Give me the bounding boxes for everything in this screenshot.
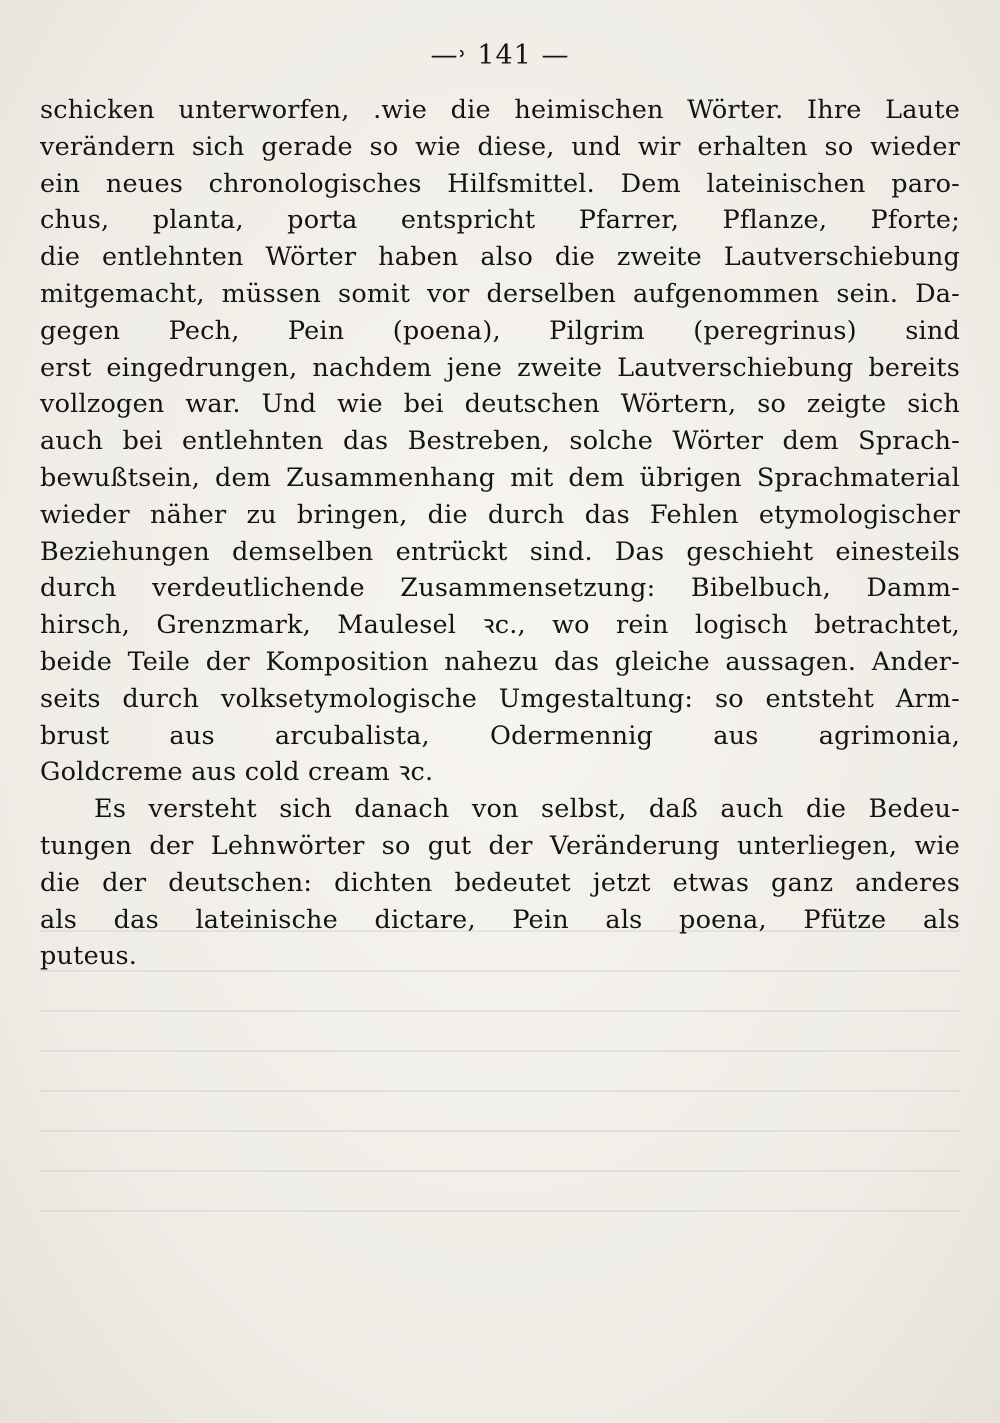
text-line: Es versteht sich danach von selbst, daß auch die Bedeu-	[94, 794, 960, 825]
text-line: durch verdeutlichende Zusammensetzung: Bibelbuch, Damm-	[40, 573, 960, 604]
text-line: tungen der Lehnwörter so gut der Veränderung unterliegen, wie	[40, 830, 960, 861]
text-line: erst eingedrungen, nachdem jene zweite Lautverschiebung bereits	[40, 352, 960, 383]
text-line: schicken unterworfen, .wie die heimischen Wörter. Ihre Laute	[40, 95, 960, 125]
paragraph-1	[40, 92, 960, 791]
text-line: brust aus arcubalista, Odermennig aus agrimonia,	[40, 720, 960, 751]
text-line: die entlehnten Wörter haben also die zweite Lautverschiebung	[40, 242, 960, 273]
text-line: mitgemacht, müssen somit vor derselben aufgenommen sein. Da-	[40, 278, 960, 309]
text-line: die der deutschen: dichten bedeutet jetzt etwas ganz anderes	[40, 867, 960, 898]
text-line: hirsch, Grenzmark, Maulesel ꝛc., wo rein logisch betrachtet,	[40, 610, 960, 641]
text-line: chus, planta, porta entspricht Pfarrer, Pflanze, Pforte;	[40, 205, 960, 236]
text-line: verändern sich gerade so wie diese, und wir erhalten so wieder	[40, 131, 960, 162]
text-line: ein neues chronologisches Hilfsmittel. Dem lateinischen paro-	[40, 168, 960, 199]
bleed-through-shadow	[40, 930, 960, 1260]
text-line: beide Teile der Komposition nahezu das gleiche aussagen. Ander-	[40, 646, 960, 677]
text-line: gegen Pech, Pein (poena), Pilgrim (peregrinus) sind	[40, 315, 960, 346]
text-line: als das lateinische dictare, Pein als poena, Pfütze als	[40, 904, 960, 935]
text-line: vollzogen war. Und wie bei deutschen Wörtern, so zeigte sich	[40, 389, 960, 420]
page-number: —˒ 141 —	[430, 40, 570, 71]
paragraph-2	[40, 791, 960, 975]
text-line: bewußtsein, dem Zusammenhang mit dem übrigen Sprachmaterial	[40, 462, 960, 493]
text-line: auch bei entlehnten das Bestreben, solche Wörter dem Sprach-	[40, 426, 960, 457]
text-line: seits durch volksetymologische Umgestaltung: so entsteht Arm-	[40, 683, 960, 714]
text-line: wieder näher zu bringen, die durch das Fehlen etymologischer	[40, 499, 960, 530]
text-line: Goldcreme aus cold cream ꝛc.	[40, 757, 434, 788]
text-line: Beziehungen demselben entrückt sind. Das geschieht einesteils	[40, 536, 960, 567]
body-text	[40, 92, 960, 975]
text-line: puteus.	[40, 941, 138, 972]
